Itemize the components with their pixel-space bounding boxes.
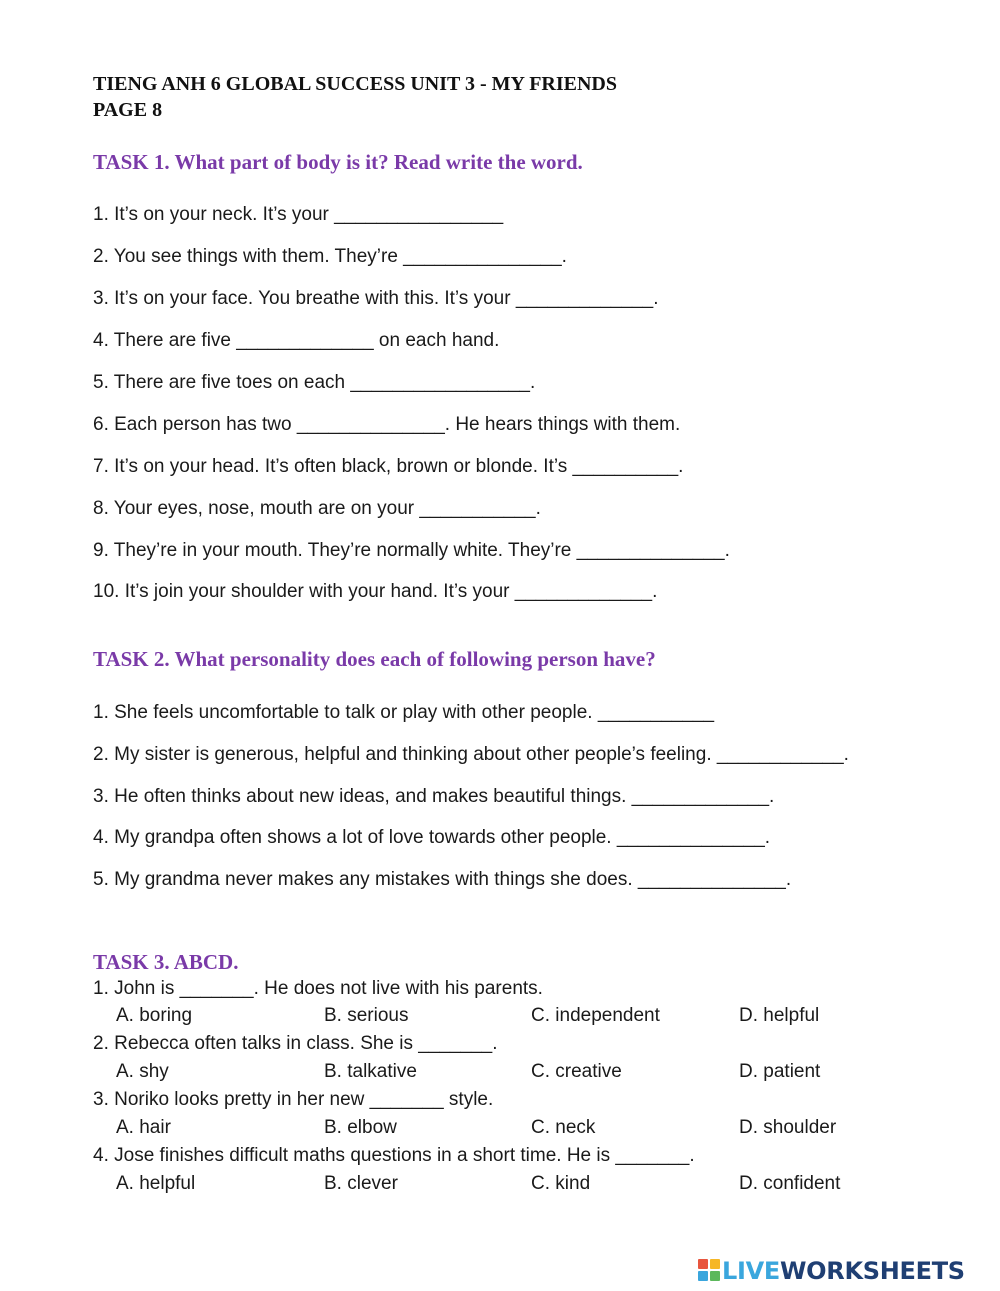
task1-item-7: 7. It’s on your head. It’s often black, brown or blonde. It’s __________. xyxy=(93,456,684,477)
option-d: D. helpful xyxy=(739,1005,820,1026)
task2-item-1: 1. She feels uncomfortable to talk or play with other people. ___________ xyxy=(93,702,715,723)
task1-item-3: 3. It’s on your face. You breathe with this. It’s your _____________. xyxy=(93,288,659,309)
task2-item-5: 5. My grandma never makes any mistakes with things she does. ______________. xyxy=(93,869,792,890)
task1-item-10: 10. It’s join your shoulder with your hand. It’s your _____________. xyxy=(93,581,658,602)
task1-item-4: 4. There are five _____________ on each hand. xyxy=(93,330,500,351)
logo-square xyxy=(710,1259,720,1269)
option-a: A. helpful xyxy=(116,1173,196,1194)
task1-item-1: 1. It’s on your neck. It’s your ________________ xyxy=(93,204,504,225)
option-c: C. independent xyxy=(531,1005,660,1026)
task1-item-6: 6. Each person has two ______________. He hears things with them. xyxy=(93,414,681,435)
task1-item-2: 2. You see things with them. They’re _______________. xyxy=(93,246,567,267)
task2-heading: TASK 2. What personality does each of following person have? xyxy=(93,647,656,671)
task3-options-2 xyxy=(116,1060,976,1084)
option-c: C. neck xyxy=(531,1117,596,1138)
page-number: PAGE 8 xyxy=(93,99,163,121)
task3-question-1: 1. John is _______. He does not live with his parents. xyxy=(93,978,543,999)
logo-text-live: LIVE xyxy=(722,1257,780,1285)
logo-grid-icon xyxy=(698,1259,720,1281)
task1-heading: TASK 1. What part of body is it? Read write the word. xyxy=(93,150,583,174)
logo-square xyxy=(710,1271,720,1281)
task3-question-4: 4. Jose finishes difficult maths questions in a short time. He is _______. xyxy=(93,1145,695,1166)
option-b: B. serious xyxy=(324,1005,409,1026)
option-d: D. patient xyxy=(739,1061,821,1082)
task3-options-3 xyxy=(116,1116,976,1140)
option-b: B. elbow xyxy=(324,1117,397,1138)
liveworksheets-logo[interactable] xyxy=(698,1256,998,1286)
option-a: A. boring xyxy=(116,1005,193,1026)
option-d: D. shoulder xyxy=(739,1117,837,1138)
task1-item-8: 8. Your eyes, nose, mouth are on your ___________. xyxy=(93,498,541,519)
logo-square xyxy=(698,1259,708,1269)
task1-item-9: 9. They’re in your mouth. They’re normally white. They’re ______________. xyxy=(93,540,730,561)
logo-text-worksheets: WORKSHEETS xyxy=(780,1257,965,1285)
task3-question-3: 3. Noriko looks pretty in her new _______ style. xyxy=(93,1089,494,1110)
task3-options-4 xyxy=(116,1172,976,1196)
option-d: D. confident xyxy=(739,1173,841,1194)
task2-item-4: 4. My grandpa often shows a lot of love towards other people. ______________. xyxy=(93,827,771,848)
logo-text xyxy=(722,1256,965,1286)
task3-question-2: 2. Rebecca often talks in class. She is _______. xyxy=(93,1033,498,1054)
logo-square xyxy=(698,1271,708,1281)
option-a: A. shy xyxy=(116,1061,169,1082)
option-b: B. clever xyxy=(324,1173,398,1194)
task1-item-5: 5. There are five toes on each _________________. xyxy=(93,372,536,393)
option-c: C. creative xyxy=(531,1061,622,1082)
task3-heading: TASK 3. ABCD. xyxy=(93,950,239,974)
option-b: B. talkative xyxy=(324,1061,417,1082)
option-c: C. kind xyxy=(531,1173,591,1194)
task2-item-3: 3. He often thinks about new ideas, and makes beautiful things. _____________. xyxy=(93,786,775,807)
task2-item-2: 2. My sister is generous, helpful and thinking about other people’s feeling. ____________. xyxy=(93,744,849,765)
option-a: A. hair xyxy=(116,1117,171,1138)
worksheet-title: TIENG ANH 6 GLOBAL SUCCESS UNIT 3 - MY FRIENDS xyxy=(93,73,617,95)
task3-options-1 xyxy=(116,1004,976,1028)
